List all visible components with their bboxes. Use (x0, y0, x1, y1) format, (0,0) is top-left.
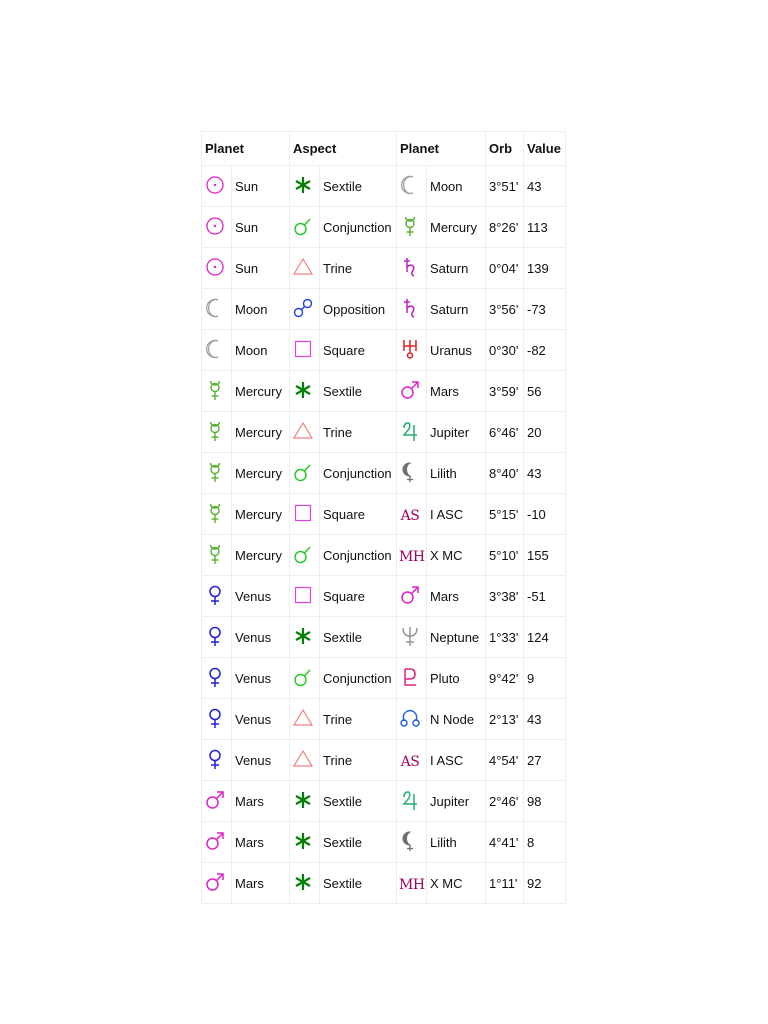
icon-cell (290, 412, 320, 453)
venus-icon (204, 748, 226, 770)
conjunction-icon (292, 543, 314, 565)
table-row (202, 822, 566, 863)
lilith-icon (399, 461, 421, 483)
planet-1-name: Venus (232, 740, 290, 781)
table-row (202, 576, 566, 617)
sextile-icon (292, 174, 314, 196)
trine-icon (292, 256, 314, 278)
sextile-icon (292, 789, 314, 811)
orb-value: 0°04' (486, 248, 524, 289)
aspect-name: Sextile (320, 781, 397, 822)
icon-cell (397, 576, 427, 617)
icon-cell (397, 863, 427, 904)
icon-cell (397, 330, 427, 371)
opposition-icon (292, 297, 314, 319)
planet-2-name: Lilith (427, 822, 486, 863)
icon-cell (290, 822, 320, 863)
sextile-icon (292, 830, 314, 852)
aspect-value: 113 (524, 207, 566, 248)
aspect-value: 155 (524, 535, 566, 576)
jupiter-icon (399, 420, 421, 442)
aspect-name: Square (320, 494, 397, 535)
planet-1-name: Venus (232, 658, 290, 699)
aspect-value: 98 (524, 781, 566, 822)
planet-1-name: Sun (232, 248, 290, 289)
venus-icon (204, 625, 226, 647)
icon-cell (397, 207, 427, 248)
asc-icon: AS (400, 754, 420, 770)
icon-cell (397, 166, 427, 207)
aspect-value: -73 (524, 289, 566, 330)
icon-cell (290, 453, 320, 494)
uranus-icon (399, 338, 421, 360)
icon-cell (290, 248, 320, 289)
table-row (202, 699, 566, 740)
icon-cell (397, 699, 427, 740)
table-row (202, 412, 566, 453)
mercury-icon (204, 461, 226, 483)
aspect-name: Trine (320, 412, 397, 453)
mercury-icon (204, 379, 226, 401)
conjunction-icon (292, 666, 314, 688)
table-header-row (202, 132, 566, 166)
table-body (202, 166, 566, 904)
header-aspect: Aspect (290, 132, 397, 166)
icon-cell (290, 576, 320, 617)
icon-cell (397, 453, 427, 494)
icon-cell (290, 740, 320, 781)
icon-cell (290, 289, 320, 330)
planet-1-name: Mars (232, 863, 290, 904)
asc-icon: AS (400, 508, 420, 524)
orb-value: 6°46' (486, 412, 524, 453)
planet-2-name: I ASC (427, 740, 486, 781)
table-row (202, 781, 566, 822)
icon-cell (290, 494, 320, 535)
aspect-value: 8 (524, 822, 566, 863)
icon-cell (202, 576, 232, 617)
icon-cell (202, 412, 232, 453)
planet-2-name: X MC (427, 535, 486, 576)
sextile-icon (292, 379, 314, 401)
planet-1-name: Venus (232, 576, 290, 617)
aspect-table (201, 131, 566, 904)
icon-cell (397, 740, 427, 781)
orb-value: 8°26' (486, 207, 524, 248)
orb-value: 5°15' (486, 494, 524, 535)
table-row (202, 535, 566, 576)
aspect-value: 92 (524, 863, 566, 904)
aspect-name: Square (320, 576, 397, 617)
mars-icon (204, 871, 226, 893)
planet-2-name: Uranus (427, 330, 486, 371)
icon-cell (202, 330, 232, 371)
table-row (202, 330, 566, 371)
icon-cell (290, 535, 320, 576)
icon-cell (290, 207, 320, 248)
neptune-icon (399, 625, 421, 647)
icon-cell (202, 371, 232, 412)
icon-cell (290, 617, 320, 658)
planet-1-name: Mars (232, 781, 290, 822)
icon-cell (397, 617, 427, 658)
icon-cell (202, 658, 232, 699)
square-icon (292, 584, 314, 606)
planet-2-name: Saturn (427, 289, 486, 330)
saturn-icon (399, 297, 421, 319)
planet-1-name: Mercury (232, 371, 290, 412)
planet-1-name: Moon (232, 289, 290, 330)
moon-icon (204, 297, 226, 319)
venus-icon (204, 666, 226, 688)
icon-cell (202, 617, 232, 658)
planet-2-name: Mercury (427, 207, 486, 248)
lilith-icon (399, 830, 421, 852)
moon-icon (204, 338, 226, 360)
icon-cell (397, 658, 427, 699)
aspect-name: Opposition (320, 289, 397, 330)
planet-2-name: Saturn (427, 248, 486, 289)
planet-2-name: Mars (427, 576, 486, 617)
planet-1-name: Mercury (232, 453, 290, 494)
trine-icon (292, 420, 314, 442)
icon-cell (397, 371, 427, 412)
aspect-name: Sextile (320, 822, 397, 863)
table-row (202, 207, 566, 248)
trine-icon (292, 748, 314, 770)
planet-1-name: Mercury (232, 494, 290, 535)
planet-1-name: Venus (232, 699, 290, 740)
icon-cell (290, 330, 320, 371)
aspect-value: 139 (524, 248, 566, 289)
aspect-name: Sextile (320, 371, 397, 412)
saturn-icon (399, 256, 421, 278)
icon-cell (397, 412, 427, 453)
planet-1-name: Sun (232, 166, 290, 207)
icon-cell (202, 535, 232, 576)
icon-cell (290, 371, 320, 412)
table-row (202, 494, 566, 535)
table-row (202, 371, 566, 412)
icon-cell (202, 453, 232, 494)
orb-value: 5°10' (486, 535, 524, 576)
aspect-value: 27 (524, 740, 566, 781)
orb-value: 9°42' (486, 658, 524, 699)
header-planet-2: Planet (397, 132, 486, 166)
mars-icon (399, 584, 421, 606)
header-value: Value (524, 132, 566, 166)
jupiter-icon (399, 789, 421, 811)
venus-icon (204, 584, 226, 606)
orb-value: 3°51' (486, 166, 524, 207)
sun-icon (204, 215, 226, 237)
trine-icon (292, 707, 314, 729)
icon-cell (397, 248, 427, 289)
header-planet-1: Planet (202, 132, 290, 166)
planet-2-name: Lilith (427, 453, 486, 494)
icon-cell (202, 740, 232, 781)
table-row (202, 740, 566, 781)
orb-value: 2°13' (486, 699, 524, 740)
planet-1-name: Mercury (232, 412, 290, 453)
aspect-name: Trine (320, 699, 397, 740)
venus-icon (204, 707, 226, 729)
aspect-value: 43 (524, 166, 566, 207)
table-row (202, 863, 566, 904)
planet-2-name: Jupiter (427, 781, 486, 822)
icon-cell (202, 207, 232, 248)
aspect-name: Sextile (320, 617, 397, 658)
icon-cell (202, 166, 232, 207)
sextile-icon (292, 625, 314, 647)
planet-1-name: Venus (232, 617, 290, 658)
sun-icon (204, 174, 226, 196)
icon-cell (397, 494, 427, 535)
table-row (202, 289, 566, 330)
aspect-value: 43 (524, 453, 566, 494)
icon-cell (202, 248, 232, 289)
mercury-icon (204, 502, 226, 524)
icon-cell (290, 863, 320, 904)
mars-icon (399, 379, 421, 401)
planet-2-name: X MC (427, 863, 486, 904)
aspect-value: -10 (524, 494, 566, 535)
header-orb: Orb (486, 132, 524, 166)
aspect-value: -51 (524, 576, 566, 617)
orb-value: 3°59' (486, 371, 524, 412)
icon-cell (202, 781, 232, 822)
icon-cell (202, 289, 232, 330)
aspect-value: 9 (524, 658, 566, 699)
icon-cell (202, 822, 232, 863)
aspect-value: 20 (524, 412, 566, 453)
planet-2-name: Mars (427, 371, 486, 412)
planet-1-name: Mars (232, 822, 290, 863)
aspect-name: Conjunction (320, 535, 397, 576)
mercury-icon (204, 543, 226, 565)
icon-cell (397, 822, 427, 863)
table-row (202, 248, 566, 289)
planet-1-name: Moon (232, 330, 290, 371)
planet-2-name: Moon (427, 166, 486, 207)
orb-value: 1°33' (486, 617, 524, 658)
mercury-icon (399, 215, 421, 237)
orb-value: 8°40' (486, 453, 524, 494)
moon-icon (399, 174, 421, 196)
icon-cell (202, 863, 232, 904)
planet-2-name: I ASC (427, 494, 486, 535)
planet-1-name: Sun (232, 207, 290, 248)
conjunction-icon (292, 461, 314, 483)
planet-1-name: Mercury (232, 535, 290, 576)
aspect-name: Trine (320, 740, 397, 781)
orb-value: 3°38' (486, 576, 524, 617)
mercury-icon (204, 420, 226, 442)
table-row (202, 658, 566, 699)
planet-2-name: Pluto (427, 658, 486, 699)
icon-cell (290, 166, 320, 207)
aspect-name: Conjunction (320, 207, 397, 248)
orb-value: 2°46' (486, 781, 524, 822)
orb-value: 4°41' (486, 822, 524, 863)
pluto-icon (399, 666, 421, 688)
icon-cell (290, 699, 320, 740)
icon-cell (290, 658, 320, 699)
planet-2-name: N Node (427, 699, 486, 740)
aspect-value: -82 (524, 330, 566, 371)
icon-cell (290, 781, 320, 822)
icon-cell (397, 535, 427, 576)
orb-value: 4°54' (486, 740, 524, 781)
planet-2-name: Neptune (427, 617, 486, 658)
orb-value: 0°30' (486, 330, 524, 371)
aspect-name: Square (320, 330, 397, 371)
icon-cell (397, 289, 427, 330)
table-row (202, 166, 566, 207)
orb-value: 3°56' (486, 289, 524, 330)
mc-icon: MH (399, 549, 425, 565)
square-icon (292, 502, 314, 524)
aspect-value: 56 (524, 371, 566, 412)
mars-icon (204, 830, 226, 852)
icon-cell (202, 699, 232, 740)
conjunction-icon (292, 215, 314, 237)
table-row (202, 617, 566, 658)
sextile-icon (292, 871, 314, 893)
table-row (202, 453, 566, 494)
aspect-name: Sextile (320, 166, 397, 207)
aspect-name: Conjunction (320, 453, 397, 494)
aspect-name: Trine (320, 248, 397, 289)
node-icon (399, 707, 421, 729)
aspect-name: Conjunction (320, 658, 397, 699)
aspect-name: Sextile (320, 863, 397, 904)
sun-icon (204, 256, 226, 278)
square-icon (292, 338, 314, 360)
aspect-value: 43 (524, 699, 566, 740)
icon-cell (202, 494, 232, 535)
icon-cell (397, 781, 427, 822)
orb-value: 1°11' (486, 863, 524, 904)
mc-icon: MH (399, 877, 425, 893)
planet-2-name: Jupiter (427, 412, 486, 453)
aspect-value: 124 (524, 617, 566, 658)
mars-icon (204, 789, 226, 811)
